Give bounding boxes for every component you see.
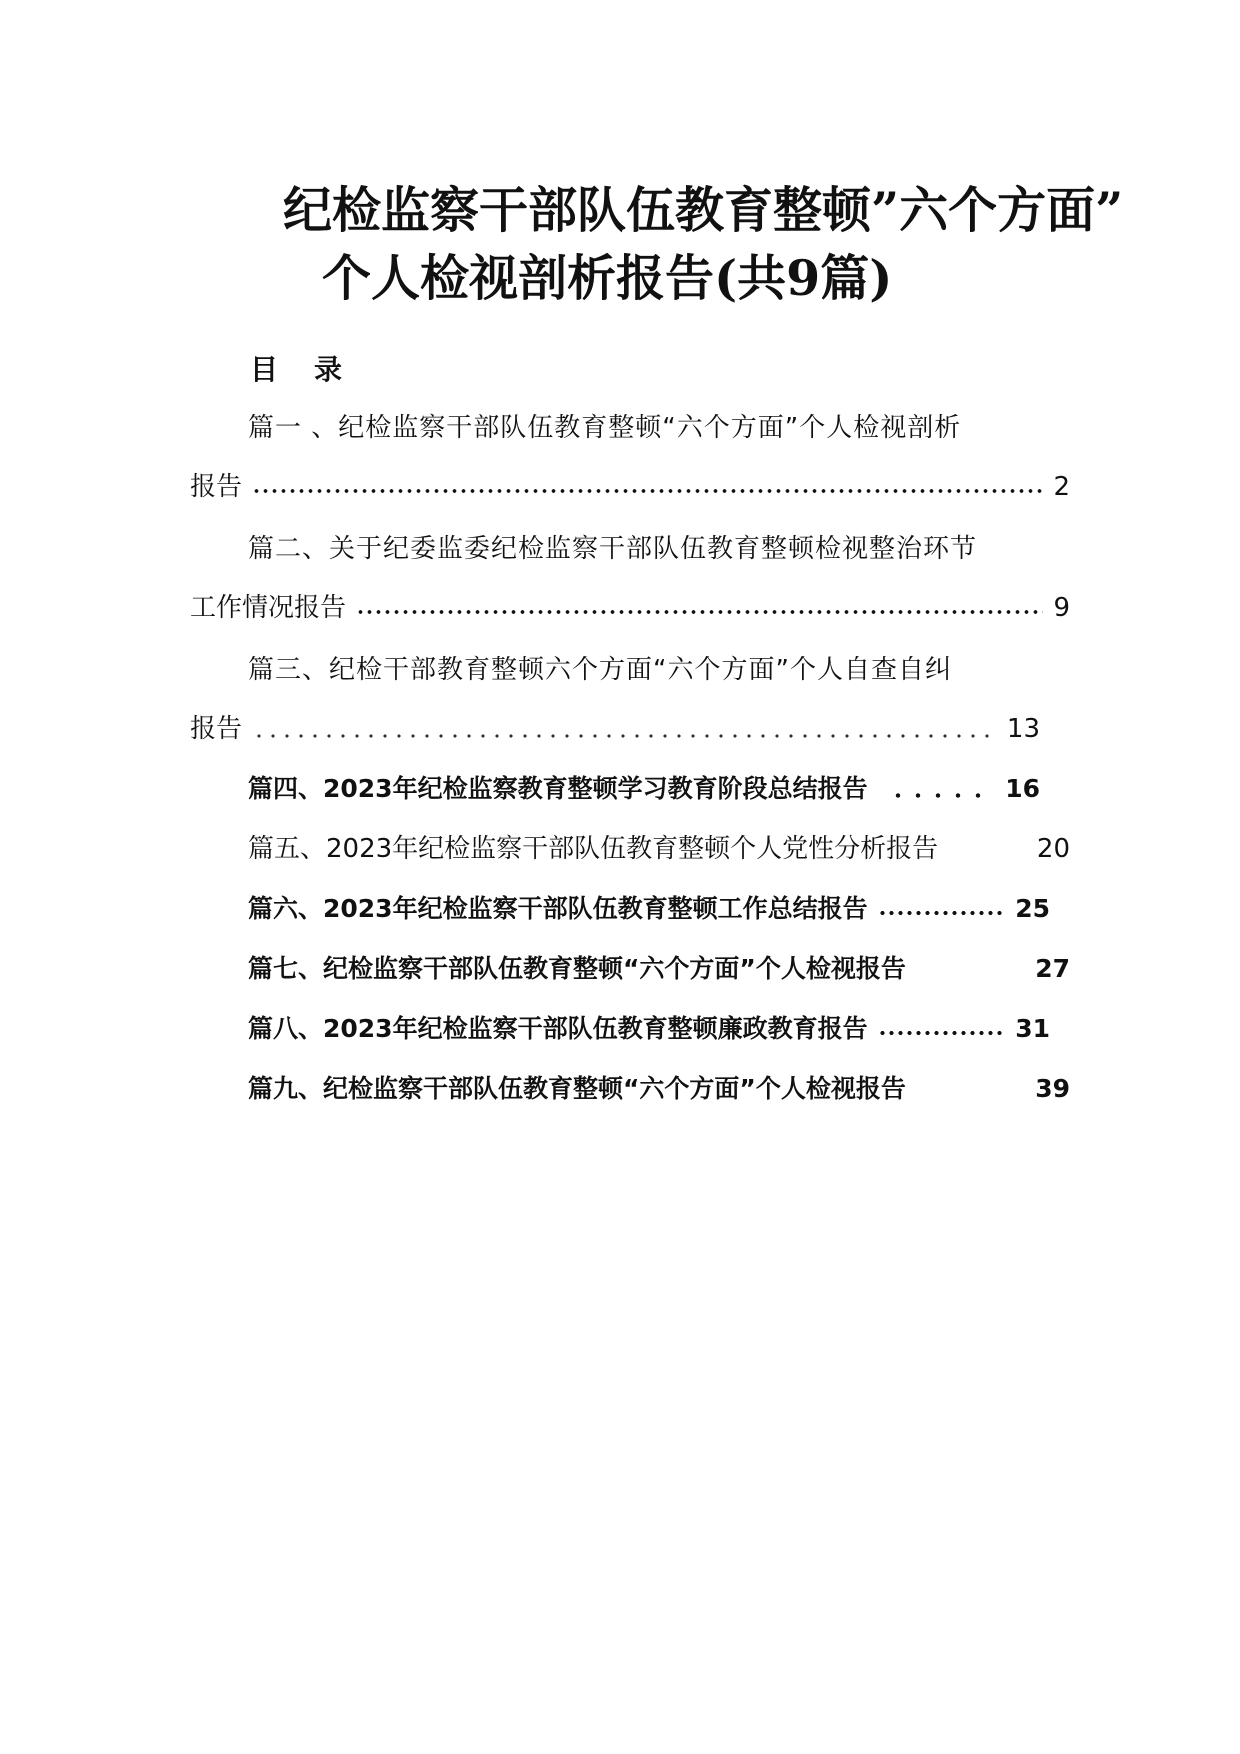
toc-entry-1-line-2[interactable] [190,467,1070,507]
toc-entry-1-line-1[interactable]: 篇一 、纪检监察干部队伍教育整顿“六个方面”个人检视剖析 [248,413,962,443]
toc-entry-8-page: 31 [1015,1014,1050,1043]
toc-entry-3-page: 13 [1006,714,1040,744]
toc-entry-4[interactable] [248,769,1070,809]
toc-entry-8-text: 篇八、2023年纪检监察干部队伍教育整顿廉政教育报告 [248,1014,868,1043]
toc-entry-3-line-2[interactable] [190,709,1070,749]
toc-leader-dots [878,889,1006,929]
toc-entry-1-text-end: 报告 [190,472,243,502]
toc-entry-5-text: 篇五、2023年纪检监察干部队伍教育整顿个人党性分析报告 [248,834,939,864]
toc-entry-2-line-2[interactable] [190,588,1070,628]
toc-entry-6[interactable] [248,889,1070,929]
toc-entry-6-text: 篇六、2023年纪检监察干部队伍教育整顿工作总结报告 [248,894,868,923]
toc-entry-4-page: 16 [1005,774,1040,803]
toc-entry-4-text: 篇四、2023年纪检监察教育整顿学习教育阶段总结报告 [248,774,868,803]
toc-leader-dots [878,1009,1006,1049]
toc-entry-2-page: 9 [1053,593,1070,623]
toc-entry-2-text-end: 工作情况报告 [190,593,347,623]
toc-entry-7-text: 篇七、纪检监察干部队伍教育整顿“六个方面”个人检视报告 [248,954,906,983]
toc-entry-7[interactable] [248,949,1070,989]
toc-entry-5-page: 20 [1036,834,1070,864]
document-title-line-2: 个人检视剖析报告(共9篇) [322,249,893,307]
document-title-line-1: 纪检监察干部队伍教育整顿”六个方面” [283,181,1124,239]
toc-entry-9-page: 39 [1035,1074,1070,1103]
toc-entry-8[interactable] [248,1009,1070,1049]
toc-entry-6-page: 25 [1015,894,1050,923]
toc-leader-dots [252,709,997,749]
toc-entry-9-text: 篇九、纪检监察干部队伍教育整顿“六个方面”个人检视报告 [248,1074,906,1103]
toc-entry-9[interactable] [248,1069,1070,1109]
toc-leader-dots [356,588,1043,628]
toc-entry-2-line-1[interactable]: 篇二、关于纪委监委纪检监察干部队伍教育整顿检视整治环节 [248,534,978,564]
toc-leader-dots [252,467,1043,507]
toc-leader-dots [878,769,996,809]
toc-heading: 目录 [250,353,379,386]
toc-entry-5[interactable] [248,829,1070,869]
toc-entry-7-page: 27 [1035,954,1070,983]
toc-entry-1-page: 2 [1053,472,1070,502]
toc-entry-3-line-1[interactable]: 篇三、纪检干部教育整顿六个方面“六个方面”个人自查自纠 [248,655,952,685]
toc-entry-3-text-end: 报告 [190,714,243,744]
